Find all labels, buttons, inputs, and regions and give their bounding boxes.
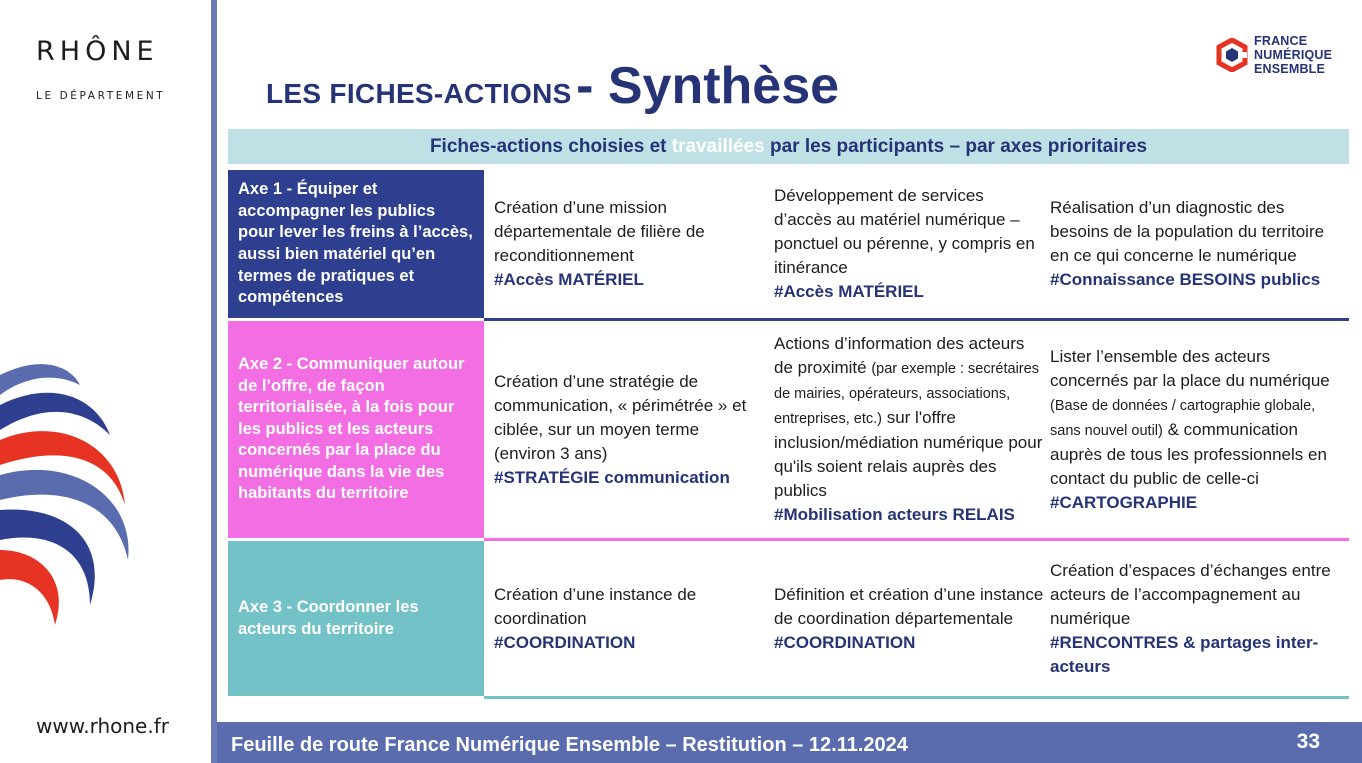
fne-logo-text: FRANCE NUMÉRIQUE ENSEMBLE	[1254, 34, 1333, 76]
row-separator	[484, 696, 1349, 699]
highlight-word: travaillées	[671, 136, 765, 157]
title-prefix: LES FICHES-ACTIONS	[266, 78, 572, 109]
rhone-swirl-graphic	[0, 335, 140, 635]
action-tag: #CARTOGRAPHIE	[1050, 492, 1198, 512]
action-tag: #Connaissance BESOINS publics	[1050, 270, 1321, 289]
axe-row-2	[228, 321, 1349, 538]
action-tag: #Accès MATÉRIEL	[494, 270, 644, 289]
action-cell: Définition et création d’une instance de coordination départementale #COORDINATION	[774, 541, 1044, 696]
page-number: 33	[1296, 730, 1320, 753]
axe-row-3	[228, 541, 1349, 696]
page-title	[266, 56, 839, 116]
action-tag: #STRATÉGIE communication	[494, 467, 730, 487]
axe-1-label: Axe 1 - Équiper et accompagner les publics pour lever les freins à l’accès, aussi bien matériel qu’en termes de pratiques et compétences	[228, 170, 484, 318]
axe-row-1	[228, 170, 1349, 318]
action-cell: Lister l’ensemble des acteurs concernés par la place du numérique (Base de données / cartographie globale, sans nouvel outil) & communication auprès de tous les professionnels en contact du public de celle-ci #CARTOGRAPHIE	[1050, 321, 1340, 538]
action-cell: Création d’une stratégie de communication, « périmétrée » et ciblée, sur un moyen terme (environ 3 ans) #STRATÉGIE communication	[494, 321, 764, 538]
title-main: - Synthèse	[576, 57, 840, 115]
action-tag: #COORDINATION	[494, 632, 636, 652]
website-url[interactable]: www.rhone.fr	[36, 714, 169, 738]
fne-hexagon-icon	[1216, 38, 1248, 72]
action-cell: Création d’espaces d’échanges entre acteurs de l’accompagnement au numérique #RENCONTRES & partages inter-acteurs	[1050, 541, 1340, 696]
sidebar-divider	[211, 0, 217, 763]
action-cell: Création d’une mission départementale de filière de reconditionnement #Accès MATÉRIEL	[494, 170, 764, 318]
action-tag: #Mobilisation acteurs RELAIS	[774, 505, 1015, 524]
rhone-logo: RHÔNE	[36, 36, 159, 67]
action-cell: Réalisation d’un diagnostic des besoins de la population du territoire en ce qui concerne le numérique #Connaissance BESOINS publics	[1050, 170, 1340, 318]
axe-3-label: Axe 3 - Coordonner les acteurs du territoire	[228, 541, 484, 696]
action-tag: #Accès MATÉRIEL	[774, 282, 924, 301]
france-numerique-ensemble-logo	[1216, 34, 1332, 76]
footer-text: Feuille de route France Numérique Ensemble – Restitution – 12.11.2024	[231, 734, 908, 756]
brand-sidebar	[0, 0, 211, 763]
action-tag: #COORDINATION	[774, 632, 916, 652]
action-cell: Création d’une instance de coordination #COORDINATION	[494, 541, 764, 696]
action-cell: Développement de services d’accès au matériel numérique – ponctuel ou pérenne, y compris en itinérance #Accès MATÉRIEL	[774, 170, 1044, 318]
rhone-logo-subtitle: LE DÉPARTEMENT	[36, 90, 166, 102]
action-cell: Actions d’information des acteurs de proximité (par exemple : secrétaires de mairies, opérateurs, associations, entreprises, etc.) sur l'offre inclusion/médiation numérique pour qu'ils soient relais auprès des publics #Mobilisation acteurs RELAIS	[774, 321, 1044, 538]
action-tag: #RENCONTRES & partages inter-acteurs	[1050, 632, 1319, 676]
table-header-band: Fiches-actions choisies et travaillées par les participants – par axes prioritaires	[228, 129, 1349, 164]
axe-2-label: Axe 2 - Communiquer autour de l’offre, de façon territorialisée, à la fois pour les publics et les acteurs concernés par la place du numérique dans la vie des habitants du territoire	[228, 321, 484, 538]
footer-bar	[217, 722, 1362, 763]
